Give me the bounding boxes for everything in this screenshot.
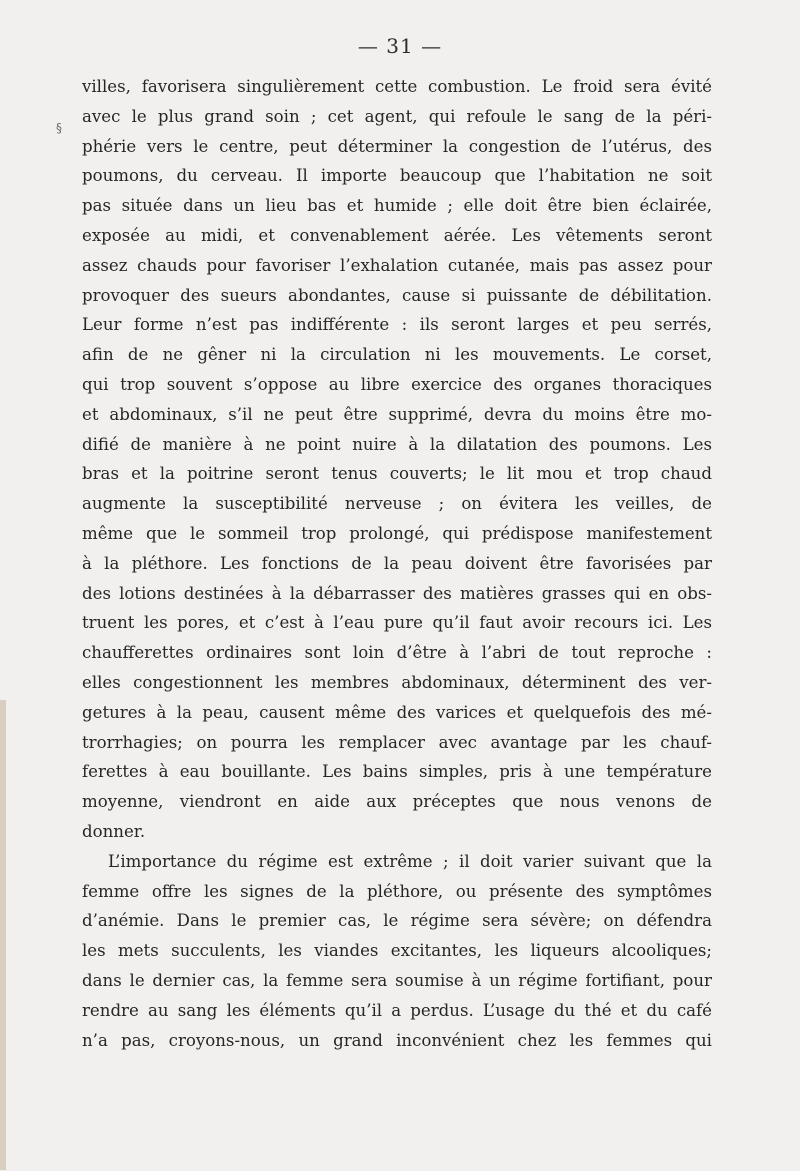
text-line: bras et la poitrine seront tenus couverts; le lit mou et trop chaud: [82, 464, 712, 484]
text-line: poumons, du cerveau. Il importe beaucoup que l’habitation ne soit: [82, 166, 712, 186]
text-line: avec le plus grand soin ; cet agent, qui refoule le sang de la péri-: [82, 106, 712, 126]
text-line: et abdominaux, s’il ne peut être supprimé, devra du moins être mo-: [82, 404, 712, 424]
text-line: villes, favorisera singulièrement cette combustion. Le froid sera évité: [82, 77, 712, 96]
text-line: rendre au sang les éléments qu’il a perdus. L’usage du thé et du café: [82, 1000, 712, 1020]
text-line: moyenne, viendront en aide aux préceptes que nous venons de: [82, 792, 712, 812]
text-line: afin de ne gêner ni la circulation ni les mouvements. Le corset,: [82, 345, 712, 365]
page-number: — 31 —: [357, 34, 443, 58]
text-line: provoquer des sueurs abondantes, cause si puissante de débilitation.: [82, 285, 712, 305]
text-line: qui trop souvent s’oppose au libre exercice des organes thoraciques: [82, 374, 712, 394]
text-line: les mets succulents, les viandes excitantes, les liqueurs alcooliques;: [82, 941, 712, 961]
text-line: femme offre les signes de la pléthore, ou présente des symptômes: [82, 881, 712, 901]
text-line: d’anémie. Dans le premier cas, le régime sera sévère; on défendra: [82, 911, 712, 931]
text-line: même que le sommeil trop prolongé, qui prédispose manifestement: [82, 523, 712, 543]
text-line: trorrhagies; on pourra les remplacer avec avantage par les chauf-: [82, 732, 712, 752]
text-line: L’importance du régime est extrême ; il doit varier suivant que la: [108, 851, 712, 871]
text-line: assez chauds pour favoriser l’exhalation cutanée, mais pas assez pour: [82, 255, 712, 275]
text-line: phérie vers le centre, peut déterminer la congestion de l’utérus, des: [82, 136, 712, 156]
body-text: [82, 72, 712, 1055]
text-line: pas située dans un lieu bas et humide ; elle doit être bien éclairée,: [82, 196, 712, 216]
text-line: getures à la peau, causent même des varices et quelquefois des mé-: [82, 702, 712, 722]
text-line: des lotions destinées à la débarrasser des matières grasses qui en obs-: [82, 583, 712, 603]
text-line: donner.: [82, 821, 146, 841]
margin-mark: §: [56, 121, 62, 135]
text-line: n’a pas, croyons-nous, un grand inconvénient chez les femmes qui: [82, 1030, 712, 1050]
text-line: Leur forme n’est pas indifférente : ils seront larges et peu serrés,: [82, 315, 712, 335]
text-line: chaufferettes ordinaires sont loin d’être à l’abri de tout reproche :: [82, 643, 712, 663]
text-line: augmente la susceptibilité nerveuse ; on évitera les veilles, de: [82, 494, 712, 514]
page-edge-stain: [0, 700, 6, 1170]
text-line: exposée au midi, et convenablement aérée. Les vêtements seront: [82, 225, 712, 245]
text-line: ferettes à eau bouillante. Les bains simples, pris à une température: [82, 762, 712, 782]
text-line: difié de manière à ne point nuire à la dilatation des poumons. Les: [82, 434, 712, 454]
text-line: dans le dernier cas, la femme sera soumise à un régime fortifiant, pour: [82, 970, 712, 990]
text-line: truent les pores, et c’est à l’eau pure qu’il faut avoir recours ici. Les: [82, 613, 712, 633]
text-line: à la pléthore. Les fonctions de la peau doivent être favorisées par: [82, 553, 712, 573]
text-line: elles congestionnent les membres abdominaux, déterminent des ver-: [82, 672, 712, 692]
